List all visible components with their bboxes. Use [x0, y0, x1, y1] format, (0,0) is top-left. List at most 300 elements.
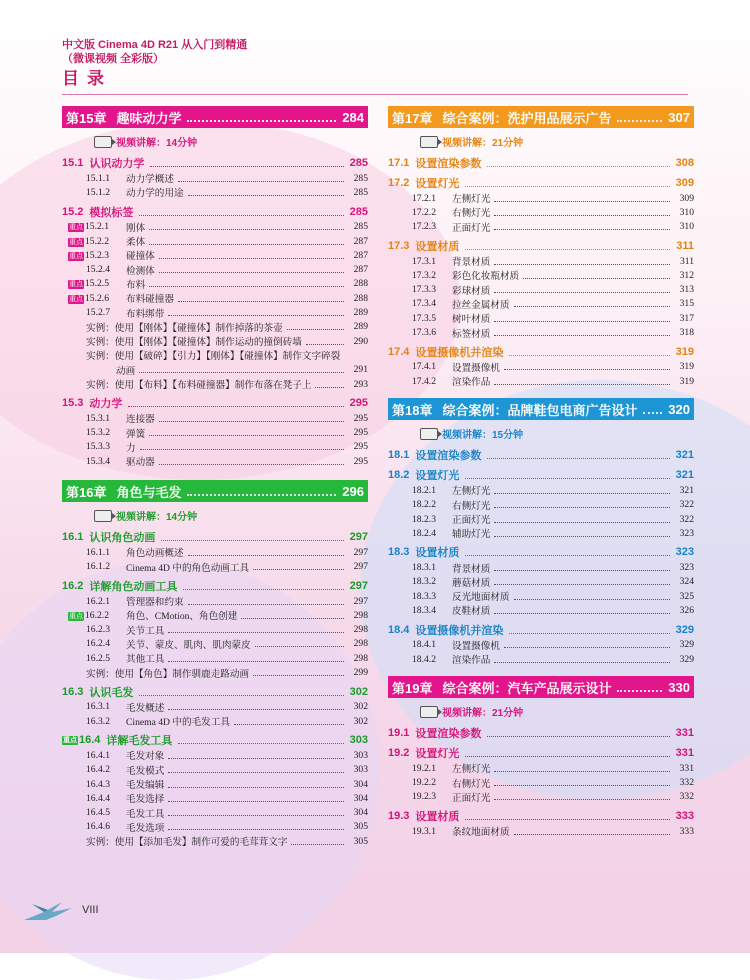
entry-page: 287	[353, 235, 368, 247]
section-page: 311	[676, 239, 694, 252]
subsection-entry[interactable]	[62, 763, 368, 777]
entry-page: 302	[353, 701, 368, 713]
dot-leader	[168, 309, 344, 316]
section-number: 17.3	[388, 239, 410, 252]
entry-page: 329	[679, 639, 694, 651]
subsection-number-text: 17.3.2	[412, 269, 436, 281]
key-point-badge: 重点	[69, 281, 83, 289]
subsection-number-text: 15.2.3	[85, 249, 109, 261]
subsection-number-text: 17.3.5	[412, 312, 436, 324]
dot-leader	[617, 682, 662, 692]
section-heading[interactable]	[388, 155, 694, 171]
section-heading[interactable]	[388, 175, 694, 191]
video-length	[94, 134, 368, 149]
entry-page: 324	[679, 576, 694, 588]
section-heading[interactable]	[388, 467, 694, 483]
dot-leader	[509, 348, 669, 356]
subsection-number-text: 17.4.2	[412, 375, 436, 387]
chapter-page: 284	[342, 109, 364, 125]
section-title: 设置材质	[415, 811, 460, 824]
subsection-number	[68, 278, 126, 289]
chapter-block	[62, 480, 368, 848]
subsection-entry[interactable]	[62, 820, 368, 834]
subsection-entry[interactable]	[388, 254, 694, 268]
video-label: 视频讲解：14分钟	[116, 512, 198, 524]
chapter-heading[interactable]	[388, 398, 694, 420]
subsection-entry[interactable]	[62, 262, 368, 276]
dot-leader	[465, 242, 670, 250]
section-page: 331	[675, 747, 694, 760]
subsection-number	[68, 236, 126, 247]
subsection-entry[interactable]	[388, 483, 694, 497]
dot-leader	[140, 443, 344, 450]
section-heading[interactable]	[388, 238, 694, 254]
subsection-number	[412, 826, 452, 837]
example-entry[interactable]	[62, 320, 368, 334]
subsection-number	[86, 427, 126, 438]
section-page: 303	[349, 734, 368, 747]
entry-page: 315	[679, 298, 694, 310]
section-page: 321	[675, 449, 694, 462]
example-entry[interactable]	[62, 665, 368, 679]
subsection-title: 布料绑带	[126, 308, 165, 320]
subsection-entry[interactable]	[388, 374, 694, 388]
subsection-number	[412, 777, 452, 788]
subsection-entry[interactable]	[388, 282, 694, 296]
book-header	[62, 38, 247, 90]
subsection-number	[86, 187, 126, 198]
dot-leader	[159, 266, 344, 273]
section-heading[interactable]	[62, 395, 368, 411]
subsection-entry[interactable]	[62, 623, 368, 637]
section-heading[interactable]	[62, 684, 368, 700]
section-heading[interactable]	[62, 578, 368, 594]
subsection-title: 动力学的用途	[126, 188, 184, 200]
subsection-title: 驱动器	[126, 457, 155, 469]
section-heading[interactable]	[62, 204, 368, 220]
video-label: 视频讲解：21分钟	[442, 138, 524, 149]
dot-leader	[253, 669, 344, 676]
section-title: 设置摄像机并渲染	[415, 624, 504, 637]
subsection-number-text: 15.3.3	[86, 441, 110, 453]
chapter-heading[interactable]	[62, 106, 368, 128]
subsection-entry[interactable]	[62, 234, 368, 248]
key-point-badge: 重点	[63, 736, 77, 744]
subsection-number-text: 17.3.4	[412, 298, 436, 310]
section-number: 17.1	[388, 157, 410, 169]
subsection-number	[412, 514, 452, 525]
dot-leader	[168, 703, 344, 710]
subsection-number-text: 18.2.4	[412, 527, 436, 539]
subsection-number	[412, 284, 452, 295]
section-number: 19.2	[388, 747, 410, 760]
subsection-entry[interactable]	[62, 700, 368, 714]
subsection-number	[86, 547, 126, 558]
entry-page: 298	[353, 609, 368, 621]
subsection-title: 正面灯光	[452, 222, 491, 234]
subsection-entry[interactable]	[388, 603, 694, 617]
dot-leader	[487, 159, 669, 167]
subsection-title: 左侧灯光	[452, 194, 491, 206]
dot-leader	[523, 272, 670, 279]
subsection-title: 毛发模式	[126, 765, 165, 777]
chapter-title: 综合案例：品牌鞋包电商广告设计	[442, 402, 638, 418]
section-title: 模拟标签	[89, 206, 134, 219]
video-icon	[94, 510, 112, 522]
section-heading[interactable]	[388, 745, 694, 761]
subsection-entry[interactable]	[388, 560, 694, 574]
entry-page: 295	[353, 455, 368, 467]
subsection-entry[interactable]	[388, 589, 694, 603]
chapter-number: 第18章	[392, 402, 433, 418]
example-entry[interactable]	[62, 834, 368, 848]
section-heading[interactable]	[388, 447, 694, 463]
subsection-number	[68, 293, 126, 304]
dot-leader	[494, 607, 670, 614]
chapter-block	[388, 106, 694, 388]
section-title: 设置灯光	[415, 748, 460, 761]
page-title: 目录	[62, 69, 112, 88]
subsection-entry[interactable]	[62, 560, 368, 574]
subsection-entry[interactable]	[62, 291, 368, 305]
subsection-title: 左侧灯光	[452, 486, 491, 498]
subsection-entry[interactable]	[388, 297, 694, 311]
dot-leader	[168, 809, 344, 816]
entry-page: 295	[353, 441, 368, 453]
subsection-entry[interactable]	[62, 791, 368, 805]
entry-page: 325	[679, 590, 694, 602]
entry-page: 309	[679, 192, 694, 204]
subsection-number-text: 15.2.1	[85, 221, 109, 233]
subsection-entry[interactable]	[388, 790, 694, 804]
subsection-number	[86, 441, 126, 452]
subsection-number	[412, 376, 452, 387]
chapter-heading[interactable]	[62, 480, 368, 502]
subsection-title: 毛发对象	[126, 751, 165, 763]
subsection-number	[412, 654, 452, 665]
subsection-entry[interactable]	[62, 220, 368, 234]
example-title: 实例：使用【布料】【布料碰撞器】制作布落在凳子上	[86, 380, 312, 391]
subsection-number	[412, 562, 452, 573]
entry-page: 298	[353, 652, 368, 664]
dot-leader	[149, 223, 344, 230]
subsection-entry[interactable]	[388, 268, 694, 282]
toc-column-right	[388, 106, 694, 838]
entry-page: 332	[679, 777, 694, 789]
entry-page: 323	[679, 527, 694, 539]
chapter-number: 第19章	[392, 680, 433, 696]
subsection-entry[interactable]	[388, 575, 694, 589]
chapter-page: 296	[342, 483, 364, 499]
subsection-number	[68, 250, 126, 261]
video-label: 视频讲解：21分钟	[442, 708, 524, 720]
dot-leader	[494, 516, 670, 523]
subsection-title: 弹簧	[126, 428, 146, 440]
subsection-entry[interactable]	[388, 311, 694, 325]
subsection-number-text: 17.2.1	[412, 192, 436, 204]
video-length	[420, 134, 694, 149]
subsection-entry[interactable]	[62, 305, 368, 319]
section-number: 15.3	[62, 397, 84, 410]
section-number: 15.1	[62, 157, 84, 169]
subsection-title: 刚体	[126, 222, 146, 234]
dot-leader	[187, 112, 336, 122]
dot-leader	[161, 533, 343, 541]
chapter-heading[interactable]	[388, 676, 694, 698]
subsection-number-text: 19.2.3	[412, 791, 436, 803]
chapter-title: 综合案例：洗护用品展示广告	[442, 110, 612, 126]
section-title: 设置材质	[415, 240, 460, 253]
section-page: 295	[349, 397, 368, 410]
chapter-page: 330	[668, 679, 690, 695]
dot-leader	[149, 238, 344, 245]
subsection-title: 关节工具	[126, 625, 165, 637]
section-page: 323	[675, 546, 694, 559]
subsection-number	[86, 596, 126, 607]
subsection-title: 彩色化妆瓶材质	[452, 271, 520, 283]
entry-page: 297	[353, 595, 368, 607]
subsection-entry[interactable]	[62, 637, 368, 651]
subsection-entry[interactable]	[62, 425, 368, 439]
section-title: 设置材质	[415, 547, 460, 560]
entry-page: 290	[353, 335, 368, 347]
subsection-number	[412, 256, 452, 267]
subsection-number-text: 16.2.3	[86, 624, 110, 636]
subsection-entry[interactable]	[388, 325, 694, 339]
subsection-title: 右侧灯光	[452, 500, 491, 512]
dot-leader	[487, 729, 669, 737]
subsection-entry[interactable]	[62, 454, 368, 468]
subsection-entry[interactable]	[62, 714, 368, 728]
subsection-number	[412, 327, 452, 338]
subsection-title: 蘑菇材质	[452, 577, 491, 589]
subsection-title: 右侧灯光	[452, 208, 491, 220]
chapter-block	[388, 676, 694, 838]
subsection-entry[interactable]	[388, 526, 694, 540]
section-page: 319	[675, 345, 694, 358]
dot-leader	[514, 828, 670, 835]
section-title: 设置渲染参数	[415, 158, 482, 170]
example-entry[interactable]	[62, 377, 368, 391]
section-number: 19.1	[388, 727, 410, 740]
entry-page: 287	[353, 249, 368, 261]
subsection-number	[86, 764, 126, 775]
entry-page: 298	[353, 638, 368, 650]
subsection-number	[412, 763, 452, 774]
dot-leader	[514, 300, 670, 307]
dot-leader	[188, 598, 344, 605]
subsection-entry[interactable]	[388, 512, 694, 526]
dot-leader	[253, 563, 344, 570]
subsection-title: 正面灯光	[452, 792, 491, 804]
subsection-entry[interactable]	[62, 440, 368, 454]
section-number: 17.4	[388, 345, 410, 358]
section-title: 设置摄像机并渲染	[415, 346, 504, 359]
subsection-entry[interactable]	[62, 171, 368, 185]
example-entry-continued[interactable]	[62, 363, 368, 377]
subsection-number-text: 16.2.1	[86, 595, 110, 607]
dot-leader	[255, 640, 344, 647]
video-icon	[420, 428, 438, 440]
subsection-entry[interactable]	[388, 761, 694, 775]
subsection-entry[interactable]	[388, 205, 694, 219]
subsection-number	[412, 639, 452, 650]
section-heading[interactable]	[62, 529, 368, 545]
subsection-title: 正面灯光	[452, 515, 491, 526]
section-number: 16.1	[62, 531, 84, 544]
subsection-number-text: 15.2.2	[85, 235, 109, 247]
video-icon	[420, 136, 438, 148]
entry-page: 295	[353, 427, 368, 439]
subsection-entry[interactable]	[388, 824, 694, 838]
example-entry[interactable]	[62, 334, 368, 348]
subsection-number	[412, 298, 452, 309]
section-page: 297	[349, 531, 368, 544]
section-heading[interactable]	[388, 622, 694, 638]
dot-leader	[291, 838, 344, 845]
subsection-number-text: 15.2.7	[86, 307, 110, 319]
subsection-number-text: 16.4.1	[86, 749, 110, 761]
entry-page: 312	[679, 269, 694, 281]
subsection-title: 左侧灯光	[452, 764, 491, 776]
subsection-entry[interactable]	[388, 652, 694, 666]
example-title: 实例：使用【刚体】【碰撞体】制作运动的撞倒砖墙	[86, 337, 302, 349]
book-subtitle: （微课视频 全彩版）	[62, 53, 165, 65]
section-title: 认识角色动画	[89, 532, 156, 545]
chapter-page: 307	[668, 109, 690, 125]
subsection-number	[86, 307, 126, 318]
subsection-title: 检测体	[126, 265, 155, 277]
subsection-entry[interactable]	[388, 360, 694, 374]
chapter-number: 第15章	[66, 110, 107, 126]
subsection-number-text: 16.3.2	[86, 715, 110, 727]
subsection-entry[interactable]	[62, 545, 368, 559]
subsection-entry[interactable]	[62, 748, 368, 762]
section-page: 309	[675, 177, 694, 189]
subsection-number-text: 18.3.2	[412, 576, 436, 588]
dot-leader	[504, 641, 670, 648]
subsection-number-text: 16.2.5	[86, 652, 110, 664]
subsection-number-text: 15.2.4	[86, 264, 110, 276]
chapter-page: 320	[668, 401, 690, 417]
key-point-badge: 重点	[69, 612, 83, 620]
subsection-number	[86, 264, 126, 275]
subsection-entry[interactable]	[62, 651, 368, 665]
subsection-entry[interactable]	[388, 638, 694, 652]
subsection-entry[interactable]	[62, 608, 368, 622]
dot-leader	[494, 258, 670, 265]
subsection-number	[412, 221, 452, 232]
subsection-entry[interactable]	[388, 498, 694, 512]
dot-leader	[178, 175, 344, 182]
dot-leader	[306, 338, 344, 345]
section-title: 认识毛发	[89, 686, 134, 699]
subsection-number-text: 16.4.6	[86, 821, 110, 833]
video-icon	[94, 136, 112, 148]
subsection-number-text: 18.4.2	[412, 653, 436, 665]
entry-page: 326	[679, 604, 694, 616]
subsection-entry[interactable]	[388, 191, 694, 205]
dot-leader	[494, 578, 670, 585]
subsection-number-text: 17.2.3	[412, 221, 436, 233]
subsection-number-text: 18.3.4	[412, 604, 436, 616]
dot-leader	[188, 549, 344, 556]
section-heading[interactable]	[62, 732, 368, 748]
subsection-title: 管理器和约束	[126, 597, 184, 609]
dot-leader	[168, 781, 344, 788]
example-entry[interactable]	[62, 348, 368, 362]
chapter-title: 综合案例：汽车产品展示设计	[442, 680, 612, 696]
subsection-title: 力	[126, 442, 136, 454]
subsection-entry[interactable]	[62, 777, 368, 791]
subsection-number-text: 16.1.1	[86, 546, 110, 558]
subsection-entry[interactable]	[62, 411, 368, 425]
subsection-number-text: 17.4.1	[412, 361, 436, 373]
subsection-number	[68, 221, 126, 232]
subsection-title: 关节、蒙皮、肌肉、肌肉蒙皮	[126, 639, 251, 651]
entry-page: 317	[679, 312, 694, 324]
subsection-number-text: 18.4.1	[412, 639, 436, 651]
subsection-title: 背景材质	[452, 257, 491, 269]
dot-leader	[494, 286, 670, 293]
subsection-number-text: 16.3.1	[86, 701, 110, 713]
dot-leader	[494, 378, 670, 385]
subsection-entry[interactable]	[62, 806, 368, 820]
section-heading[interactable]	[388, 544, 694, 560]
key-point-badge: 重点	[69, 224, 83, 232]
subsection-entry[interactable]	[388, 776, 694, 790]
toc-column-left	[62, 106, 368, 848]
entry-page: 322	[679, 499, 694, 511]
dot-leader	[168, 766, 344, 773]
dot-leader	[159, 252, 344, 259]
subsection-number	[412, 361, 452, 372]
key-point-badge: 重点	[69, 295, 83, 303]
subsection-entry[interactable]	[388, 220, 694, 234]
dot-leader	[159, 458, 344, 465]
entry-page: 313	[679, 284, 694, 296]
subsection-number-text: 16.2.4	[86, 638, 110, 650]
dot-leader	[494, 656, 670, 663]
subsection-number	[86, 561, 126, 572]
key-point-badge: 重点	[69, 238, 83, 246]
chapter-block	[62, 106, 368, 468]
chapter-heading[interactable]	[388, 106, 694, 128]
subsection-number	[86, 779, 126, 790]
subsection-entry[interactable]	[62, 185, 368, 199]
section-heading[interactable]	[62, 155, 368, 171]
section-heading[interactable]	[388, 725, 694, 741]
subsection-entry[interactable]	[62, 594, 368, 608]
section-heading[interactable]	[388, 808, 694, 824]
subsection-number-text: 17.3.6	[412, 327, 436, 339]
section-number: 15.2	[62, 205, 84, 218]
section-heading[interactable]	[388, 344, 694, 360]
subsection-number	[86, 624, 126, 635]
entry-page: 298	[353, 624, 368, 636]
dot-leader	[494, 329, 670, 336]
subsection-entry[interactable]	[62, 277, 368, 291]
subsection-number-text: 18.2.3	[412, 513, 436, 525]
section-title: 动力学	[89, 398, 123, 411]
subsection-number-text: 19.3.1	[412, 825, 436, 837]
subsection-number	[412, 207, 452, 218]
subsection-entry[interactable]	[62, 248, 368, 262]
dot-leader	[241, 612, 344, 619]
entry-page: 288	[353, 292, 368, 304]
dot-leader	[487, 451, 669, 459]
subsection-number	[86, 701, 126, 712]
